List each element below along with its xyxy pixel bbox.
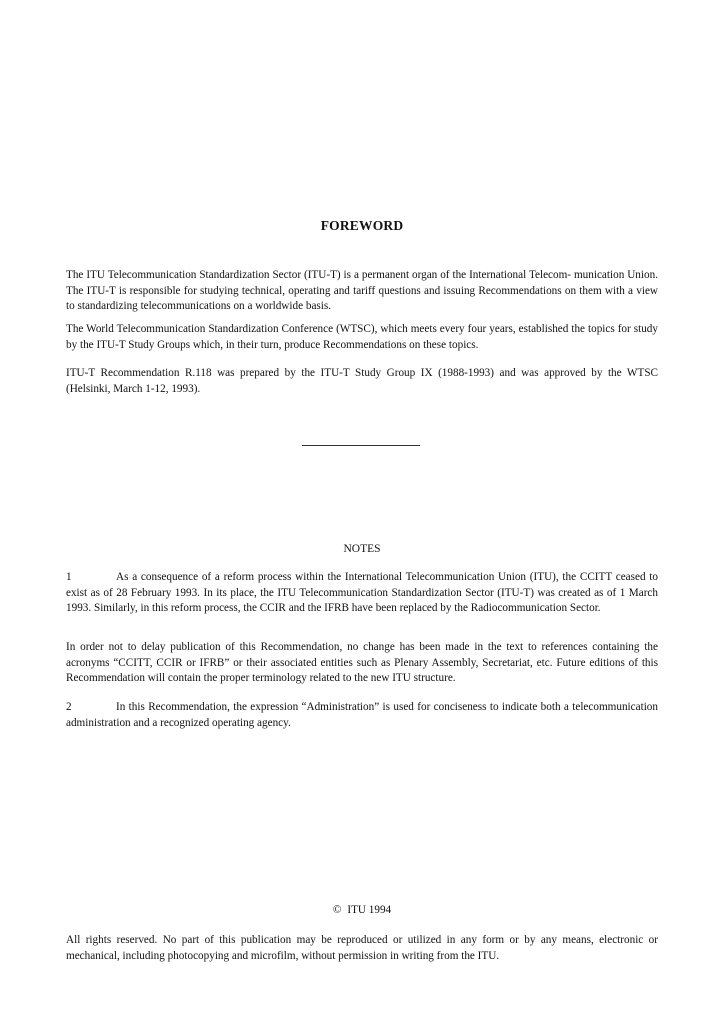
note-1-number: 1 bbox=[66, 571, 72, 583]
notes-title: NOTES bbox=[343, 543, 381, 555]
copyright-line bbox=[0, 904, 724, 916]
foreword-paragraph-2: The World Telecommunication Standardization Conference (WTSC), which meets every four years, established the topics for study by the ITU-T Study Groups which, in their turn, produce Recommendations on these topics. bbox=[66, 323, 658, 351]
note-1-text: As a consequence of a reform process within the International Telecommunication Union (ITU), the CCITT ceased to exist as of 28 February 1993. In its place, the ITU Telecommunication Standardization Sector (ITU-T) was created as of 1 March 1993. Similarly, in this reform process, the CCIR and the IFRB have been replaced by the Radiocommunication Sector. bbox=[66, 571, 658, 614]
note-1-paragraph-2: In order not to delay publication of this Recommendation, no change has been made in the text to references containing the acronyms “CCITT, CCIR or IFRB” or their associated entities such as Plenary Assembly, Secretariat, etc. Future editions of this Recommendation will contain the proper terminology related to the new ITU structure. bbox=[66, 641, 658, 684]
copyright-symbol: © bbox=[332, 904, 342, 916]
foreword-paragraph-1: The ITU Telecommunication Standardization Sector (ITU-T) is a permanent organ of the International Telecom- munication Union. The ITU-T is responsible for studying technical, operating and tariff questions and issuing Recommendations on them with a view to standardizing telecommunications on a worldwide basis. bbox=[66, 269, 658, 312]
note-1 bbox=[66, 570, 658, 617]
rights-statement: All rights reserved. No part of this publication may be reproduced or utilized in any form or by any means, electronic or mechanical, including photocopying and microfilm, without permission in writing from the ITU. bbox=[66, 934, 658, 962]
section-divider bbox=[302, 445, 420, 446]
copyright-text: ITU 1994 bbox=[347, 904, 392, 916]
note-2 bbox=[66, 700, 658, 731]
note-2-number: 2 bbox=[66, 701, 72, 713]
foreword-paragraph-3: ITU-T Recommendation R.118 was prepared by the ITU-T Study Group IX (1988-1993) and was approved by the WTSC (Helsinki, March 1-12, 1993). bbox=[66, 367, 658, 395]
foreword-title: FOREWORD bbox=[320, 218, 404, 233]
note-2-text: In this Recommendation, the expression “Administration” is used for conciseness to indicate both a telecommunication administration and a recognized operating agency. bbox=[66, 701, 658, 729]
